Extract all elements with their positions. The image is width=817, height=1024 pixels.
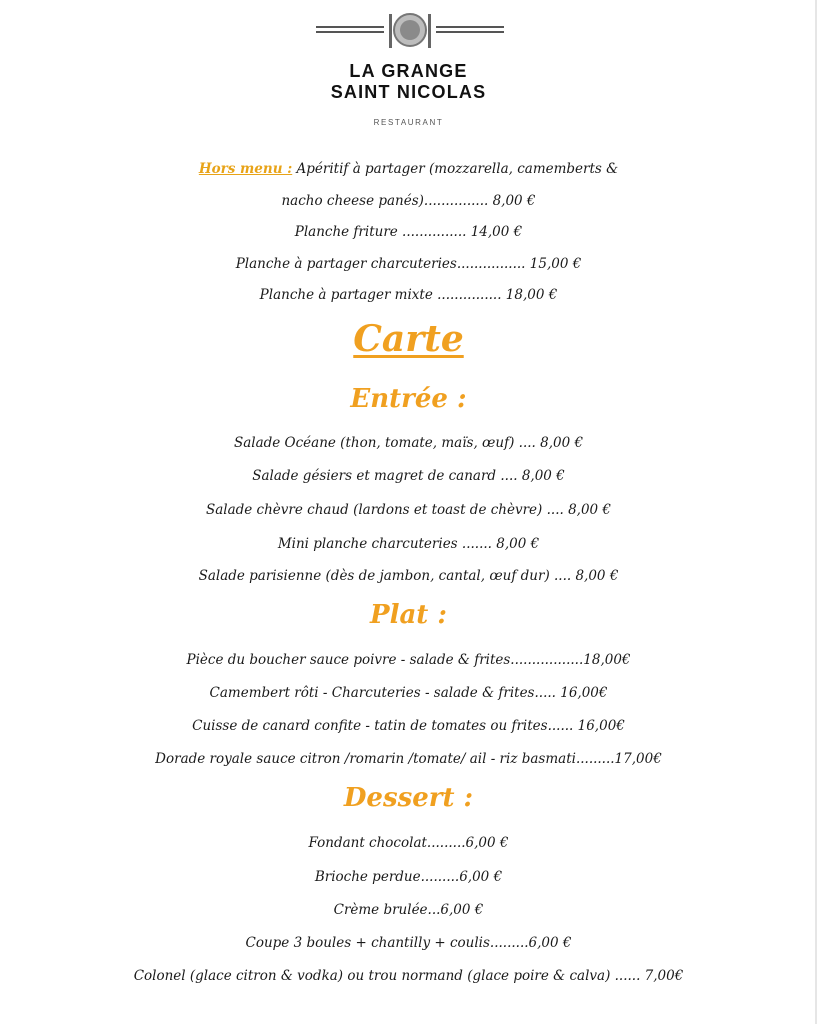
entree-title: Entrée : xyxy=(350,384,467,414)
plat-item: Camembert rôti - Charcuteries - salade & frites..... 16,00€ xyxy=(209,685,608,701)
hors-menu-item: Planche friture ............... 14,00 € xyxy=(294,224,523,240)
dessert-item: Brioche perdue.........6,00 € xyxy=(314,869,503,885)
plat-title: Plat : xyxy=(370,600,447,630)
dessert-item: Colonel (glace citron & vodka) ou trou normand (glace poire & calva) ...... 7,00€ xyxy=(133,968,684,984)
hors-menu-item: Planche à partager charcuteries................ 15,00 € xyxy=(235,256,582,272)
dessert-item: Coupe 3 boules + chantilly + coulis.........6,00 € xyxy=(245,935,572,951)
plat-item: Pièce du boucher sauce poivre - salade & frites.................18,00€ xyxy=(186,652,631,668)
brand-name-line1: LA GRANGE xyxy=(349,61,468,81)
hors-menu-label: Hors menu : xyxy=(198,161,293,177)
entree-item: Salade Océane (thon, tomate, maïs, œuf) .... 8,00 € xyxy=(233,435,584,451)
brand-name-line2: SAINT NICOLAS xyxy=(330,82,487,102)
hors-menu-item: Planche à partager mixte ............... 18,00 € xyxy=(259,287,558,303)
dessert-item: Fondant chocolat.........6,00 € xyxy=(308,835,509,851)
brand-tagline: RESTAURANT xyxy=(373,118,444,127)
entree-item: Salade parisienne (dès de jambon, cantal, œuf dur) .... 8,00 € xyxy=(198,568,619,584)
hors-menu-item: Apéritif à partager (mozzarella, camemberts & xyxy=(292,161,619,177)
entree-item: Salade gésiers et magret de canard .... 8,00 € xyxy=(252,468,565,484)
hors-menu-line-1 xyxy=(0,161,817,177)
hors-menu-item: nacho cheese panés)............... 8,00 € xyxy=(281,193,536,209)
plat-item: Dorade royale sauce citron /romarin /tomate/ ail - riz basmati.........17,00€ xyxy=(155,751,662,767)
entree-item: Salade chèvre chaud (lardons et toast de chèvre) .... 8,00 € xyxy=(205,502,612,518)
dessert-item: Crème brulée...6,00 € xyxy=(333,902,484,918)
entree-item: Mini planche charcuteries ....... 8,00 € xyxy=(277,536,540,552)
dessert-title: Dessert : xyxy=(343,783,474,813)
plate-fork-knife-icon xyxy=(312,10,508,52)
plat-item: Cuisse de canard confite - tatin de tomates ou frites...... 16,00€ xyxy=(192,718,625,734)
carte-title: Carte xyxy=(353,318,464,360)
